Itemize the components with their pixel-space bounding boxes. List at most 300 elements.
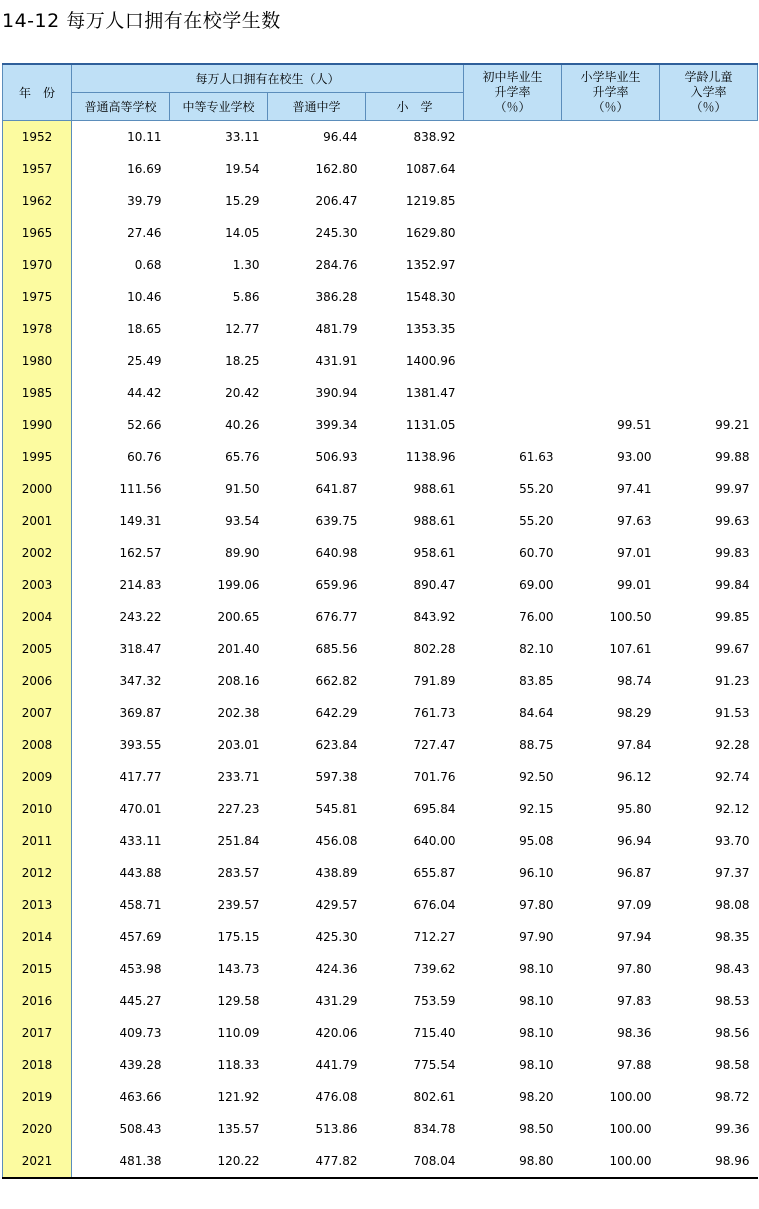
junior-promotion-rate-cell	[464, 409, 562, 441]
table-row	[3, 313, 758, 345]
header-line: （％）	[690, 100, 727, 114]
enrollment-rate-cell: 97.37	[715, 866, 750, 880]
table-row	[3, 1017, 758, 1049]
header-line: 升学率	[592, 85, 629, 99]
enrollment-rate-cell	[660, 313, 758, 345]
year-cell: 2019	[3, 1081, 72, 1113]
regular-secondary-cell: 685.56	[315, 642, 358, 656]
year-cell: 2004	[3, 601, 72, 633]
year-cell: 1978	[3, 313, 72, 345]
secondary-vocational-cell: 283.57	[217, 866, 260, 880]
table-row	[3, 633, 758, 665]
enrollment-rate-cell: 99.85	[715, 610, 750, 624]
primary-school-cell: 761.73	[413, 706, 456, 720]
regular-secondary-cell: 639.75	[315, 514, 358, 528]
header-secondary-vocational: 中等专业学校	[170, 93, 268, 121]
primary-school-cell: 1381.47	[405, 386, 456, 400]
higher-education-cell: 18.65	[127, 322, 162, 336]
primary-school-cell: 1353.35	[405, 322, 456, 336]
enrollment-rate-cell: 92.12	[715, 802, 750, 816]
year-cell: 1970	[3, 249, 72, 281]
regular-secondary-cell: 513.86	[315, 1122, 358, 1136]
enrollment-rate-cell: 99.88	[715, 450, 750, 464]
higher-education-cell: 60.76	[127, 450, 162, 464]
header-line: （％）	[494, 100, 531, 114]
higher-education-cell: 16.69	[127, 162, 162, 176]
primary-promotion-rate-cell: 97.84	[617, 738, 652, 752]
regular-secondary-cell: 429.57	[315, 898, 358, 912]
year-cell: 1975	[3, 281, 72, 313]
table-row	[3, 377, 758, 409]
higher-education-cell: 347.32	[119, 674, 162, 688]
enrollment-rate-cell: 99.83	[715, 546, 750, 560]
year-cell: 1957	[3, 153, 72, 185]
junior-promotion-rate-cell: 96.10	[519, 866, 554, 880]
secondary-vocational-cell: 202.38	[217, 706, 260, 720]
year-cell: 1995	[3, 441, 72, 473]
primary-promotion-rate-cell	[562, 313, 660, 345]
enrollment-rate-cell: 99.36	[715, 1122, 750, 1136]
primary-school-cell: 802.28	[413, 642, 456, 656]
year-cell: 1990	[3, 409, 72, 441]
junior-promotion-rate-cell	[464, 121, 562, 154]
junior-promotion-rate-cell: 55.20	[519, 482, 554, 496]
primary-promotion-rate-cell	[562, 345, 660, 377]
higher-education-cell: 458.71	[119, 898, 162, 912]
primary-school-cell: 988.61	[413, 514, 456, 528]
enrollment-rate-cell: 98.56	[715, 1026, 750, 1040]
secondary-vocational-cell: 20.42	[225, 386, 260, 400]
regular-secondary-cell: 431.29	[315, 994, 358, 1008]
enrollment-rate-cell: 98.43	[715, 962, 750, 976]
header-junior-promotion-rate	[464, 64, 562, 121]
regular-secondary-cell: 424.36	[315, 962, 358, 976]
primary-school-cell: 838.92	[413, 130, 456, 144]
junior-promotion-rate-cell	[464, 249, 562, 281]
table-row	[3, 985, 758, 1017]
header-line: （％）	[592, 100, 629, 114]
secondary-vocational-cell: 33.11	[225, 130, 260, 144]
regular-secondary-cell: 425.30	[315, 930, 358, 944]
enrollment-rate-cell: 99.21	[715, 418, 750, 432]
statistics-table	[2, 63, 758, 1179]
enrollment-rate-cell: 91.23	[715, 674, 750, 688]
regular-secondary-cell: 642.29	[315, 706, 358, 720]
primary-promotion-rate-cell: 100.00	[562, 1145, 660, 1178]
secondary-vocational-cell: 110.09	[217, 1026, 260, 1040]
higher-education-cell: 111.56	[119, 482, 162, 496]
secondary-vocational-cell: 199.06	[217, 578, 260, 592]
regular-secondary-cell: 431.91	[315, 354, 358, 368]
enrollment-rate-cell: 98.72	[715, 1090, 750, 1104]
enrollment-rate-cell: 99.84	[715, 578, 750, 592]
primary-promotion-rate-cell: 97.41	[617, 482, 652, 496]
secondary-vocational-cell: 203.01	[217, 738, 260, 752]
regular-secondary-cell: 441.79	[315, 1058, 358, 1072]
secondary-vocational-cell: 175.15	[217, 930, 260, 944]
primary-promotion-rate-cell: 97.94	[617, 930, 652, 944]
higher-education-cell: 393.55	[119, 738, 162, 752]
primary-promotion-rate-cell: 97.88	[617, 1058, 652, 1072]
year-cell: 2011	[3, 825, 72, 857]
secondary-vocational-cell: 227.23	[217, 802, 260, 816]
secondary-vocational-cell: 233.71	[217, 770, 260, 784]
primary-promotion-rate-cell: 107.61	[609, 642, 652, 656]
enrollment-rate-cell: 91.53	[715, 706, 750, 720]
table-row	[3, 825, 758, 857]
year-cell: 2018	[3, 1049, 72, 1081]
secondary-vocational-cell: 40.26	[225, 418, 260, 432]
header-line: 小学毕业生	[580, 70, 641, 84]
year-cell: 2015	[3, 953, 72, 985]
table-row	[3, 665, 758, 697]
table-row	[3, 505, 758, 537]
year-cell: 2013	[3, 889, 72, 921]
higher-education-cell: 409.73	[119, 1026, 162, 1040]
junior-promotion-rate-cell: 60.70	[519, 546, 554, 560]
table-row	[3, 441, 758, 473]
table-row	[3, 601, 758, 633]
table-row	[3, 281, 758, 313]
header-students-per-10k: 每万人口拥有在校生（人）	[72, 64, 464, 93]
regular-secondary-cell: 456.08	[315, 834, 358, 848]
table-row	[3, 217, 758, 249]
junior-promotion-rate-cell	[464, 345, 562, 377]
primary-school-cell: 958.61	[413, 546, 456, 560]
primary-school-cell: 1219.85	[405, 194, 456, 208]
enrollment-rate-cell	[660, 345, 758, 377]
primary-school-cell: 1087.64	[405, 162, 456, 176]
enrollment-rate-cell	[660, 217, 758, 249]
year-cell: 2016	[3, 985, 72, 1017]
primary-school-cell: 988.61	[413, 482, 456, 496]
secondary-vocational-cell: 118.33	[217, 1058, 260, 1072]
primary-promotion-rate-cell: 99.51	[617, 418, 652, 432]
primary-promotion-rate-cell	[562, 121, 660, 154]
secondary-vocational-cell: 1.30	[232, 258, 260, 272]
primary-school-cell: 1629.80	[405, 226, 456, 240]
year-cell: 2008	[3, 729, 72, 761]
primary-school-cell: 676.04	[413, 898, 456, 912]
year-cell: 2014	[3, 921, 72, 953]
header-line: 入学率	[690, 85, 727, 99]
secondary-vocational-cell: 14.05	[225, 226, 260, 240]
regular-secondary-cell: 640.98	[315, 546, 358, 560]
primary-promotion-rate-cell: 96.12	[617, 770, 652, 784]
higher-education-cell: 318.47	[119, 642, 162, 656]
junior-promotion-rate-cell	[464, 377, 562, 409]
primary-school-cell: 712.27	[413, 930, 456, 944]
year-cell: 1962	[3, 185, 72, 217]
header-higher-education: 普通高等学校	[72, 93, 170, 121]
year-cell: 2009	[3, 761, 72, 793]
higher-education-cell: 443.88	[119, 866, 162, 880]
secondary-vocational-cell: 19.54	[225, 162, 260, 176]
junior-promotion-rate-cell: 97.80	[519, 898, 554, 912]
higher-education-cell: 27.46	[127, 226, 162, 240]
regular-secondary-cell: 162.80	[315, 162, 358, 176]
junior-promotion-rate-cell: 92.50	[519, 770, 554, 784]
header-line: 升学率	[494, 85, 531, 99]
higher-education-cell: 243.22	[119, 610, 162, 624]
table-row	[3, 249, 758, 281]
primary-promotion-rate-cell: 100.50	[609, 610, 652, 624]
table-row	[3, 793, 758, 825]
junior-promotion-rate-cell: 55.20	[519, 514, 554, 528]
higher-education-cell: 508.43	[119, 1122, 162, 1136]
junior-promotion-rate-cell: 95.08	[519, 834, 554, 848]
regular-secondary-cell: 284.76	[315, 258, 358, 272]
junior-promotion-rate-cell: 98.10	[519, 1026, 554, 1040]
primary-promotion-rate-cell	[562, 153, 660, 185]
enrollment-rate-cell: 99.63	[715, 514, 750, 528]
primary-promotion-rate-cell	[562, 281, 660, 313]
regular-secondary-cell: 390.94	[315, 386, 358, 400]
primary-school-cell: 802.61	[413, 1090, 456, 1104]
header-primary-school: 小 学	[366, 93, 464, 121]
secondary-vocational-cell: 129.58	[217, 994, 260, 1008]
year-cell: 2017	[3, 1017, 72, 1049]
higher-education-cell: 149.31	[119, 514, 162, 528]
regular-secondary-cell: 438.89	[315, 866, 358, 880]
primary-school-cell: 1400.96	[405, 354, 456, 368]
primary-school-cell: 753.59	[413, 994, 456, 1008]
junior-promotion-rate-cell: 83.85	[519, 674, 554, 688]
primary-promotion-rate-cell: 97.01	[617, 546, 652, 560]
junior-promotion-rate-cell: 92.15	[519, 802, 554, 816]
year-cell: 2007	[3, 697, 72, 729]
junior-promotion-rate-cell: 88.75	[519, 738, 554, 752]
regular-secondary-cell: 623.84	[315, 738, 358, 752]
junior-promotion-rate-cell: 61.63	[519, 450, 554, 464]
secondary-vocational-cell: 120.22	[170, 1145, 268, 1178]
year-cell: 2003	[3, 569, 72, 601]
regular-secondary-cell: 96.44	[323, 130, 358, 144]
primary-school-cell: 843.92	[413, 610, 456, 624]
higher-education-cell: 39.79	[127, 194, 162, 208]
junior-promotion-rate-cell: 82.10	[519, 642, 554, 656]
year-cell: 1985	[3, 377, 72, 409]
year-cell: 2002	[3, 537, 72, 569]
table-row	[3, 857, 758, 889]
enrollment-rate-cell: 98.35	[715, 930, 750, 944]
regular-secondary-cell: 545.81	[315, 802, 358, 816]
junior-promotion-rate-cell: 98.20	[519, 1090, 554, 1104]
higher-education-cell: 433.11	[119, 834, 162, 848]
higher-education-cell: 439.28	[119, 1058, 162, 1072]
year-cell: 2001	[3, 505, 72, 537]
secondary-vocational-cell: 208.16	[217, 674, 260, 688]
junior-promotion-rate-cell: 84.64	[519, 706, 554, 720]
higher-education-cell: 417.77	[119, 770, 162, 784]
year-cell: 2000	[3, 473, 72, 505]
secondary-vocational-cell: 15.29	[225, 194, 260, 208]
secondary-vocational-cell: 201.40	[217, 642, 260, 656]
primary-promotion-rate-cell: 99.01	[617, 578, 652, 592]
primary-school-cell: 739.62	[413, 962, 456, 976]
primary-school-cell: 1352.97	[405, 258, 456, 272]
junior-promotion-rate-cell	[464, 217, 562, 249]
primary-promotion-rate-cell: 97.80	[617, 962, 652, 976]
enrollment-rate-cell	[660, 377, 758, 409]
regular-secondary-cell: 476.08	[315, 1090, 358, 1104]
junior-promotion-rate-cell	[464, 185, 562, 217]
primary-school-cell: 701.76	[413, 770, 456, 784]
table-row	[3, 1049, 758, 1081]
higher-education-cell: 44.42	[127, 386, 162, 400]
higher-education-cell: 445.27	[119, 994, 162, 1008]
enrollment-rate-cell	[660, 249, 758, 281]
table-row	[3, 121, 758, 154]
higher-education-cell: 52.66	[127, 418, 162, 432]
secondary-vocational-cell: 93.54	[225, 514, 260, 528]
secondary-vocational-cell: 239.57	[217, 898, 260, 912]
primary-school-cell: 708.04	[366, 1145, 464, 1178]
primary-promotion-rate-cell: 98.36	[617, 1026, 652, 1040]
regular-secondary-cell: 481.79	[315, 322, 358, 336]
higher-education-cell: 463.66	[119, 1090, 162, 1104]
table-row	[3, 473, 758, 505]
regular-secondary-cell: 662.82	[315, 674, 358, 688]
primary-promotion-rate-cell: 98.29	[617, 706, 652, 720]
enrollment-rate-cell: 98.96	[660, 1145, 758, 1178]
table-row	[3, 409, 758, 441]
primary-school-cell: 655.87	[413, 866, 456, 880]
enrollment-rate-cell: 92.28	[715, 738, 750, 752]
year-cell: 1980	[3, 345, 72, 377]
table-row	[3, 569, 758, 601]
year-cell: 2012	[3, 857, 72, 889]
primary-school-cell: 890.47	[413, 578, 456, 592]
table-row	[3, 153, 758, 185]
table-row	[3, 697, 758, 729]
primary-promotion-rate-cell: 96.94	[617, 834, 652, 848]
header-line: 学龄儿童	[684, 70, 733, 84]
regular-secondary-cell: 245.30	[315, 226, 358, 240]
primary-school-cell: 640.00	[413, 834, 456, 848]
primary-school-cell: 1138.96	[405, 450, 456, 464]
table-body	[3, 121, 758, 1179]
secondary-vocational-cell: 5.86	[232, 290, 260, 304]
table-row	[3, 761, 758, 793]
junior-promotion-rate-cell: 98.10	[519, 1058, 554, 1072]
primary-school-cell: 715.40	[413, 1026, 456, 1040]
primary-promotion-rate-cell: 97.83	[617, 994, 652, 1008]
secondary-vocational-cell: 12.77	[225, 322, 260, 336]
regular-secondary-cell: 597.38	[315, 770, 358, 784]
header-enrollment-rate	[660, 64, 758, 121]
regular-secondary-cell: 506.93	[315, 450, 358, 464]
year-cell: 2021	[3, 1145, 72, 1178]
junior-promotion-rate-cell	[464, 153, 562, 185]
junior-promotion-rate-cell: 98.10	[519, 994, 554, 1008]
secondary-vocational-cell: 143.73	[217, 962, 260, 976]
enrollment-rate-cell: 92.74	[715, 770, 750, 784]
regular-secondary-cell: 659.96	[315, 578, 358, 592]
year-cell: 1952	[3, 121, 72, 154]
year-cell: 2010	[3, 793, 72, 825]
secondary-vocational-cell: 200.65	[217, 610, 260, 624]
primary-school-cell: 791.89	[413, 674, 456, 688]
enrollment-rate-cell: 98.53	[715, 994, 750, 1008]
primary-school-cell: 695.84	[413, 802, 456, 816]
primary-promotion-rate-cell: 100.00	[609, 1090, 652, 1104]
table-row	[3, 537, 758, 569]
primary-promotion-rate-cell: 96.87	[617, 866, 652, 880]
primary-school-cell: 727.47	[413, 738, 456, 752]
regular-secondary-cell: 399.34	[315, 418, 358, 432]
primary-school-cell: 834.78	[413, 1122, 456, 1136]
junior-promotion-rate-cell	[464, 313, 562, 345]
enrollment-rate-cell	[660, 121, 758, 154]
enrollment-rate-cell	[660, 153, 758, 185]
header-line: 初中毕业生	[482, 70, 543, 84]
enrollment-rate-cell: 98.58	[715, 1058, 750, 1072]
regular-secondary-cell: 641.87	[315, 482, 358, 496]
table-row	[3, 345, 758, 377]
higher-education-cell: 481.38	[72, 1145, 170, 1178]
regular-secondary-cell: 386.28	[315, 290, 358, 304]
page-title: 14-12 每万人口拥有在校学生数	[2, 10, 281, 32]
junior-promotion-rate-cell: 69.00	[519, 578, 554, 592]
primary-promotion-rate-cell	[562, 377, 660, 409]
primary-school-cell: 775.54	[413, 1058, 456, 1072]
enrollment-rate-cell: 99.97	[715, 482, 750, 496]
higher-education-cell: 453.98	[119, 962, 162, 976]
primary-promotion-rate-cell: 95.80	[617, 802, 652, 816]
junior-promotion-rate-cell: 76.00	[519, 610, 554, 624]
junior-promotion-rate-cell	[464, 281, 562, 313]
enrollment-rate-cell: 99.67	[715, 642, 750, 656]
secondary-vocational-cell: 135.57	[217, 1122, 260, 1136]
primary-promotion-rate-cell	[562, 185, 660, 217]
higher-education-cell: 25.49	[127, 354, 162, 368]
primary-school-cell: 1131.05	[405, 418, 456, 432]
secondary-vocational-cell: 18.25	[225, 354, 260, 368]
table-row	[3, 889, 758, 921]
primary-promotion-rate-cell: 97.63	[617, 514, 652, 528]
higher-education-cell: 162.57	[119, 546, 162, 560]
higher-education-cell: 470.01	[119, 802, 162, 816]
higher-education-cell: 10.46	[127, 290, 162, 304]
enrollment-rate-cell	[660, 185, 758, 217]
header-year: 年 份	[3, 64, 72, 121]
enrollment-rate-cell: 98.08	[715, 898, 750, 912]
header-primary-promotion-rate	[562, 64, 660, 121]
secondary-vocational-cell: 91.50	[225, 482, 260, 496]
table-row	[3, 1081, 758, 1113]
junior-promotion-rate-cell: 97.90	[519, 930, 554, 944]
higher-education-cell: 457.69	[119, 930, 162, 944]
primary-promotion-rate-cell: 97.09	[617, 898, 652, 912]
primary-promotion-rate-cell	[562, 217, 660, 249]
enrollment-rate-cell: 93.70	[715, 834, 750, 848]
header-regular-secondary: 普通中学	[268, 93, 366, 121]
table-row	[3, 185, 758, 217]
year-cell: 2020	[3, 1113, 72, 1145]
secondary-vocational-cell: 121.92	[217, 1090, 260, 1104]
junior-promotion-rate-cell: 98.10	[519, 962, 554, 976]
secondary-vocational-cell: 65.76	[225, 450, 260, 464]
higher-education-cell: 369.87	[119, 706, 162, 720]
higher-education-cell: 10.11	[127, 130, 162, 144]
year-cell: 1965	[3, 217, 72, 249]
table-row	[3, 729, 758, 761]
table-row	[3, 921, 758, 953]
primary-promotion-rate-cell: 100.00	[609, 1122, 652, 1136]
higher-education-cell: 214.83	[119, 578, 162, 592]
higher-education-cell: 0.68	[134, 258, 162, 272]
